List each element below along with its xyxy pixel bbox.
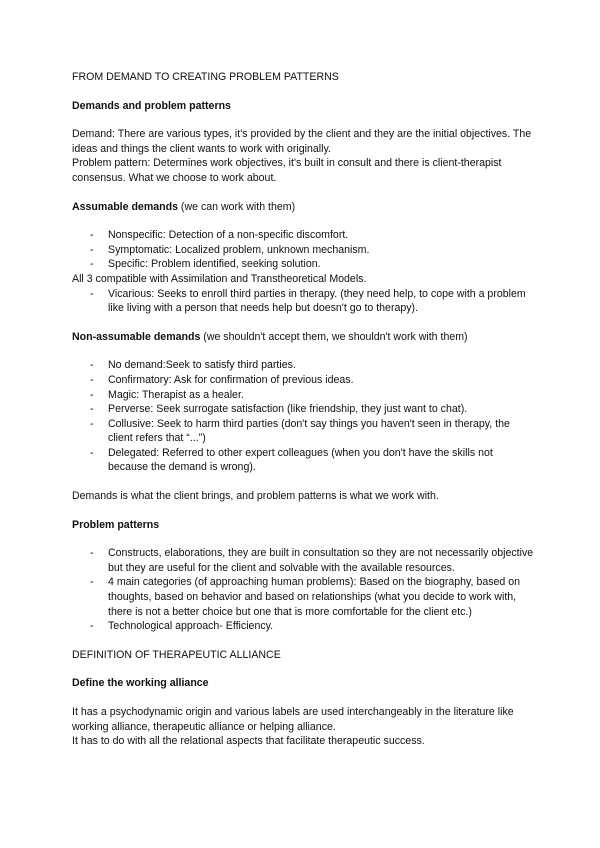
dash-bullet: - (90, 620, 94, 633)
list-item-text: Confirmatory: Ask for confirmation of previous ideas. (108, 373, 354, 386)
list-item-text: 4 main categories (of approaching human problems): Based on the biography, based on thoughts, based on behavior and based on relationships (what you decide to work with, there is not a better choice but one that is more comfortable for the client etc.) (108, 576, 521, 618)
list-item-text: Perverse: Seek surrogate satisfaction (like friendship, they just want to chat). (108, 403, 468, 416)
vicarious-list (72, 287, 534, 316)
heading-problem-patterns: Problem patterns (72, 518, 160, 531)
list-item-text: Technological approach- Efficiency. (108, 620, 274, 633)
list-item (72, 243, 534, 258)
dash-bullet: - (90, 373, 94, 386)
list-item (72, 402, 534, 417)
dash-bullet: - (90, 287, 94, 300)
list-item (72, 575, 534, 619)
document-page (72, 70, 534, 749)
paragraph-demand-definition: Demand: There are various types, it's provided by the client and they are the initial objectives. The ideas and things the client wants to work with originally. (72, 128, 532, 155)
section-title-alliance: DEFINITION OF THERAPEUTIC ALLIANCE (72, 648, 281, 661)
list-item (72, 373, 534, 388)
dash-bullet: - (90, 547, 94, 560)
list-item-text: Nonspecific: Detection of a non-specific discomfort. (108, 229, 349, 242)
dash-bullet: - (90, 258, 94, 271)
list-item (72, 446, 534, 475)
dash-bullet: - (90, 576, 94, 589)
list-item (72, 358, 534, 373)
list-item-text: Delegated: Referred to other expert colleagues (when you don't have the skills not because the demand is wrong). (108, 446, 493, 474)
list-item-text: Constructs, elaborations, they are built in consultation so they are not necessarily objective but they are useful for the client and solvable with the available resources. (108, 547, 534, 574)
heading-working-alliance: Define the working alliance (72, 677, 209, 690)
list-item-text: Specific: Problem identified, seeking solution. (108, 258, 321, 271)
paragraph-problem-pattern-definition: Problem pattern: Determines work objectives, it's built in consult and there is client-therapist consensus. What we choose to work about. (72, 157, 502, 184)
heading-assumable-note: (we can work with them) (177, 200, 296, 213)
dash-bullet: - (90, 403, 94, 416)
list-item (72, 388, 534, 403)
list-item-text: Symptomatic: Localized problem, unknown mechanism. (108, 243, 370, 256)
list-item (72, 228, 534, 243)
heading-non-assumable-demands (72, 330, 534, 345)
paragraph-alliance-relational: It has to do with all the relational aspects that facilitate therapeutic success. (72, 735, 425, 748)
paragraph-demands-summary: Demands is what the client brings, and problem patterns is what we work with. (72, 490, 439, 503)
heading-non-assumable-label: Non-assumable demands (72, 330, 201, 343)
list-item (72, 287, 534, 316)
dash-bullet: - (90, 417, 94, 430)
heading-assumable-demands (72, 200, 534, 215)
list-item-text: Vicarious: Seeks to enroll third parties in therapy. (they need help, to cope with a problem like living with a person that needs help but doesn't go to therapy). (108, 287, 526, 315)
list-item (72, 257, 534, 272)
paragraph-compatible-models: All 3 compatible with Assimilation and Transtheoretical Models. (72, 272, 367, 285)
dash-bullet: - (90, 243, 94, 256)
heading-non-assumable-note: (we shouldn't accept them, we shouldn't work with them) (200, 330, 468, 343)
list-item-text: Magic: Therapist as a healer. (108, 388, 244, 401)
list-item (72, 619, 534, 634)
dash-bullet: - (90, 359, 94, 372)
list-item-text: No demand:Seek to satisfy third parties. (108, 359, 296, 372)
heading-assumable-label: Assumable demands (72, 200, 178, 213)
dash-bullet: - (90, 446, 94, 459)
dash-bullet: - (90, 229, 94, 242)
problem-patterns-list (72, 546, 534, 634)
list-item (72, 546, 534, 575)
section-title-demand: FROM DEMAND TO CREATING PROBLEM PATTERNS (72, 71, 339, 83)
paragraph-alliance-origin: It has a psychodynamic origin and various labels are used interchangeably in the literature like working alliance, therapeutic alliance or helping alliance. (72, 706, 514, 733)
list-item-text: Collusive: Seek to harm third parties (don't say things you haven't seen in therapy, the client refers that “...”) (108, 417, 510, 445)
assumable-demands-list (72, 228, 534, 272)
list-item (72, 417, 534, 446)
non-assumable-demands-list (72, 358, 534, 475)
dash-bullet: - (90, 388, 94, 401)
heading-demands-problem-patterns: Demands and problem patterns (72, 99, 231, 112)
